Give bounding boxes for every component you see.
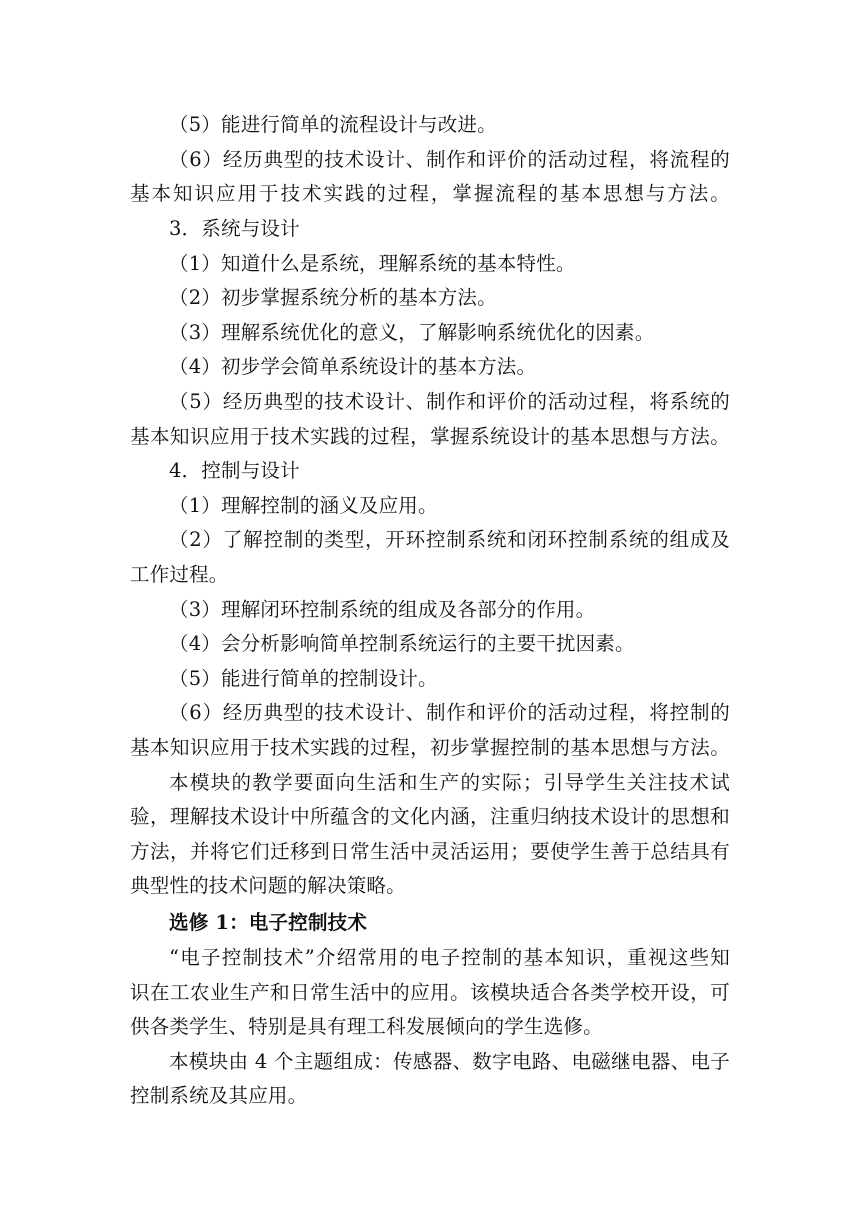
elective-intro-line3: 供各类学生、特别是具有理工科发展倾向的学生选修。 [130,1015,603,1038]
item-system-2: （2）初步掌握系统分析的基本方法。 [169,286,497,309]
section-heading-system-design: 3．系统与设计 [169,217,300,240]
item-system-3: （3）理解系统优化的意义，了解影响系统优化的因素。 [169,321,655,344]
item-flow-6-line1: （6）经历典型的技术设计、制作和评价的活动过程，将流程的 [169,148,730,171]
section-heading-control-design: 4．控制与设计 [169,459,300,482]
item-system-1: （1）知道什么是系统，理解系统的基本特性。 [169,252,576,275]
item-control-4: （4）会分析影响简单控制系统运行的主要干扰因素。 [169,632,635,655]
item-control-2-line1: （2）了解控制的类型，开环控制系统和闭环控制系统的组成及 [169,528,730,551]
module-topics-line1: 本模块由 4 个主题组成：传感器、数字电路、电磁继电器、电子 [169,1050,730,1073]
elective-intro-line2: 识在工农业生产和日常生活中的应用。该模块适合各类学校开设，可 [130,981,730,1004]
item-control-6-line1: （6）经历典型的技术设计、制作和评价的活动过程，将控制的 [169,701,730,724]
item-control-2-line2: 工作过程。 [130,563,229,586]
item-control-6-line2: 基本知识应用于技术实践的过程，初步掌握控制的基本思想与方法。 [130,736,730,759]
teaching-paragraph-line3: 方法，并将它们迁移到日常生活中灵活运用；要使学生善于总结具有 [130,840,730,863]
elective-intro-line1: “电子控制技术”介绍常用的电子控制的基本知识，重视这些知 [169,946,730,969]
item-control-3: （3）理解闭环控制系统的组成及各部分的作用。 [169,598,596,621]
elective-heading: 选修 1：电子控制技术 [169,911,368,934]
item-system-5-line2: 基本知识应用于技术实践的过程，掌握系统设计的基本思想与方法。 [130,425,730,448]
item-flow-5: （5）能进行简单的流程设计与改进。 [169,113,497,136]
teaching-paragraph-line4: 典型性的技术问题的解决策略。 [130,874,406,897]
item-flow-6-line2: 基本知识应用于技术实践的过程，掌握流程的基本思想与方法。 [130,182,730,205]
item-system-5-line1: （5）经历典型的技术设计、制作和评价的活动过程，将系统的 [169,390,730,413]
module-topics-line2: 控制系统及其应用。 [130,1084,308,1107]
item-control-5: （5）能进行简单的控制设计。 [169,667,438,690]
item-system-4: （4）初步学会简单系统设计的基本方法。 [169,355,537,378]
item-control-1: （1）理解控制的涵义及应用。 [169,494,438,517]
teaching-paragraph-line2: 验，理解技术设计中所蕴含的文化内涵，注重归纳技术设计的思想和 [130,805,730,828]
teaching-paragraph-line1: 本模块的教学要面向生活和生产的实际；引导学生关注技术试 [169,771,730,794]
